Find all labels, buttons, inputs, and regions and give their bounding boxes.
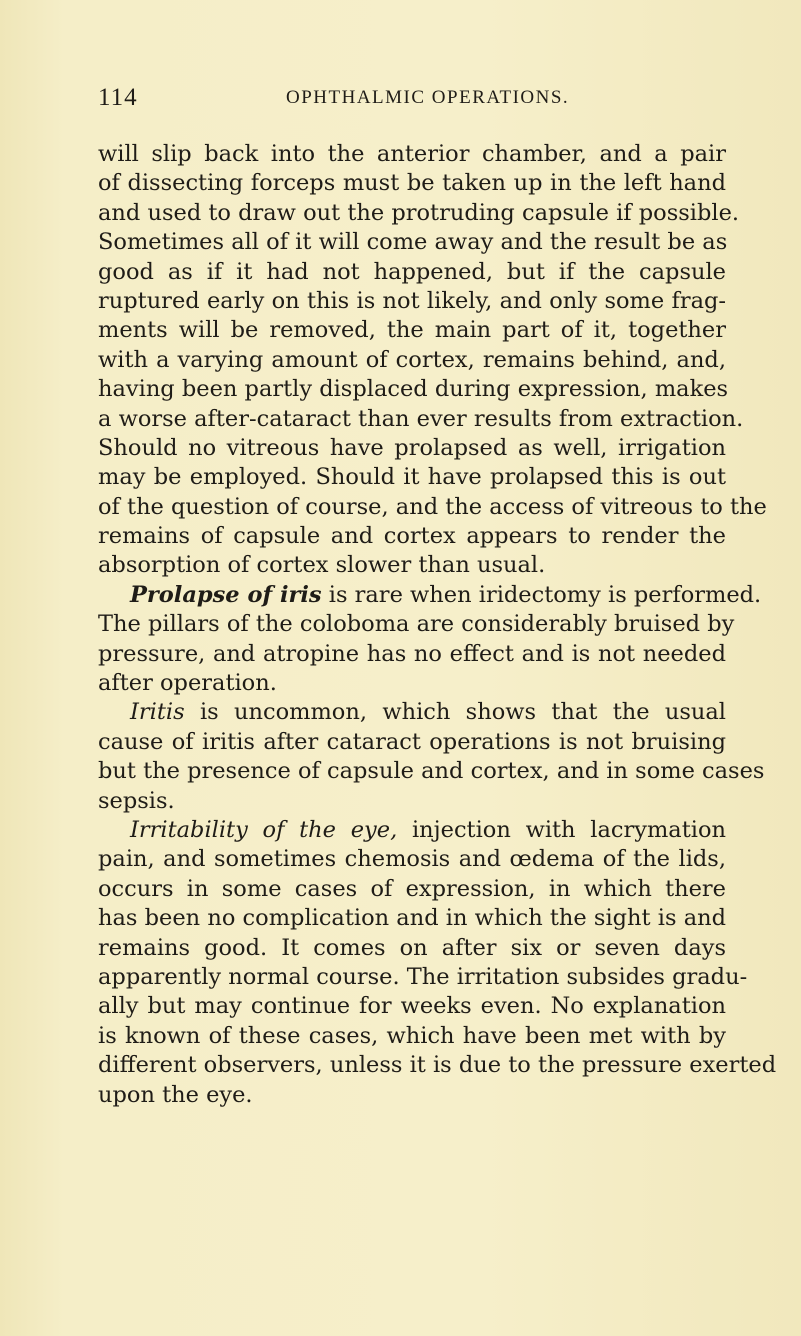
text-line [98, 904, 726, 933]
text-line [98, 346, 726, 375]
line-text: Sometimes all of it will come away and the result be as [98, 229, 728, 256]
text-line [98, 1022, 726, 1051]
line-text: after operation. [98, 670, 277, 697]
line-text: of the question of course, and the access of vitreous to the [98, 493, 767, 520]
running-title: OPHTHALMIC OPERATIONS. [286, 87, 570, 108]
section-lead: Irritability of the eye, [130, 816, 398, 843]
line-text: upon the eye. [98, 1081, 253, 1108]
line-text: sepsis. [98, 787, 175, 814]
text-line [98, 875, 726, 904]
line-text: is known of these cases, which have been met with by [98, 1022, 726, 1049]
line-text: will slip back into the anterior chamber, and a pair [98, 141, 726, 167]
text-line [98, 640, 726, 669]
text-line [98, 816, 726, 845]
text-line [98, 757, 765, 786]
text-line [98, 1051, 777, 1080]
line-text: The pillars of the coloboma are considerably bruised by [98, 611, 735, 638]
text-line [98, 405, 744, 434]
text-line [98, 375, 729, 404]
text-line [98, 493, 767, 522]
text-line [98, 140, 726, 169]
line-text: but the presence of capsule and cortex, and in some cases [98, 758, 765, 785]
line-text: a worse after-cataract than ever results from extraction. [98, 405, 744, 432]
line-text: apparently normal course. The irritation subsides gradu- [98, 963, 748, 990]
text-line [98, 199, 740, 228]
line-text: Should no vitreous have prolapsed as well, irrigation [98, 434, 726, 461]
line-text: absorption of cortex slower than usual. [98, 552, 546, 579]
line-text: different observers, unless it is due to the pressure exerted [98, 1052, 777, 1079]
section-lead: Prolapse of iris [130, 581, 322, 608]
text-line [98, 698, 726, 727]
text-line [98, 169, 726, 198]
text-line [98, 1081, 726, 1110]
text-line [98, 963, 748, 992]
line-text: remains of capsule and cortex appears to render the [98, 523, 726, 550]
line-text: has been no complication and in which the sight is and [98, 905, 726, 932]
section-lead: Iritis [130, 699, 185, 726]
line-text: is uncommon, which shows that the usual [184, 699, 726, 726]
body-text [98, 140, 777, 1110]
text-line [98, 522, 726, 551]
text-line [98, 669, 726, 698]
line-text: injection with lacrymation [397, 816, 726, 843]
text-line [98, 992, 726, 1021]
line-text: having been partly displaced during expression, makes [98, 376, 729, 403]
text-line [98, 581, 762, 610]
line-text: pain, and sometimes chemosis and œdema of the lids, [98, 846, 726, 873]
running-header [98, 84, 718, 114]
text-line [98, 287, 726, 316]
text-line [98, 228, 726, 257]
page-number: 114 [98, 84, 138, 111]
line-text: and used to draw out the protruding capsule if possible. [98, 199, 740, 226]
text-line [98, 258, 726, 287]
text-line [98, 728, 726, 757]
text-line [98, 610, 735, 639]
line-text: ments will be removed, the main part of it, together [98, 317, 726, 344]
text-line [98, 434, 726, 463]
line-text: is rare when iridectomy is performed. [321, 581, 762, 608]
line-text: may be employed. Should it have prolapsed this is out [98, 464, 726, 491]
line-text: good as if it had not happened, but if the capsule [98, 258, 726, 285]
text-line [98, 787, 726, 816]
line-text: of dissecting forceps must be taken up in the left hand [98, 170, 726, 197]
line-text: with a varying amount of cortex, remains behind, and, [98, 346, 726, 373]
text-line [98, 463, 726, 492]
text-line [98, 845, 726, 874]
text-line [98, 551, 726, 580]
text-line [98, 316, 726, 345]
line-text: ally but may continue for weeks even. No explanation [98, 993, 726, 1020]
line-text: cause of iritis after cataract operations is not bruising [98, 728, 726, 755]
line-text: occurs in some cases of expression, in which there [98, 875, 726, 902]
line-text: ruptured early on this is not likely, and only some frag- [98, 287, 726, 314]
line-text: remains good. It comes on after six or seven days [98, 934, 726, 961]
text-line [98, 934, 726, 963]
line-text: pressure, and atropine has no effect and is not needed [98, 640, 726, 667]
